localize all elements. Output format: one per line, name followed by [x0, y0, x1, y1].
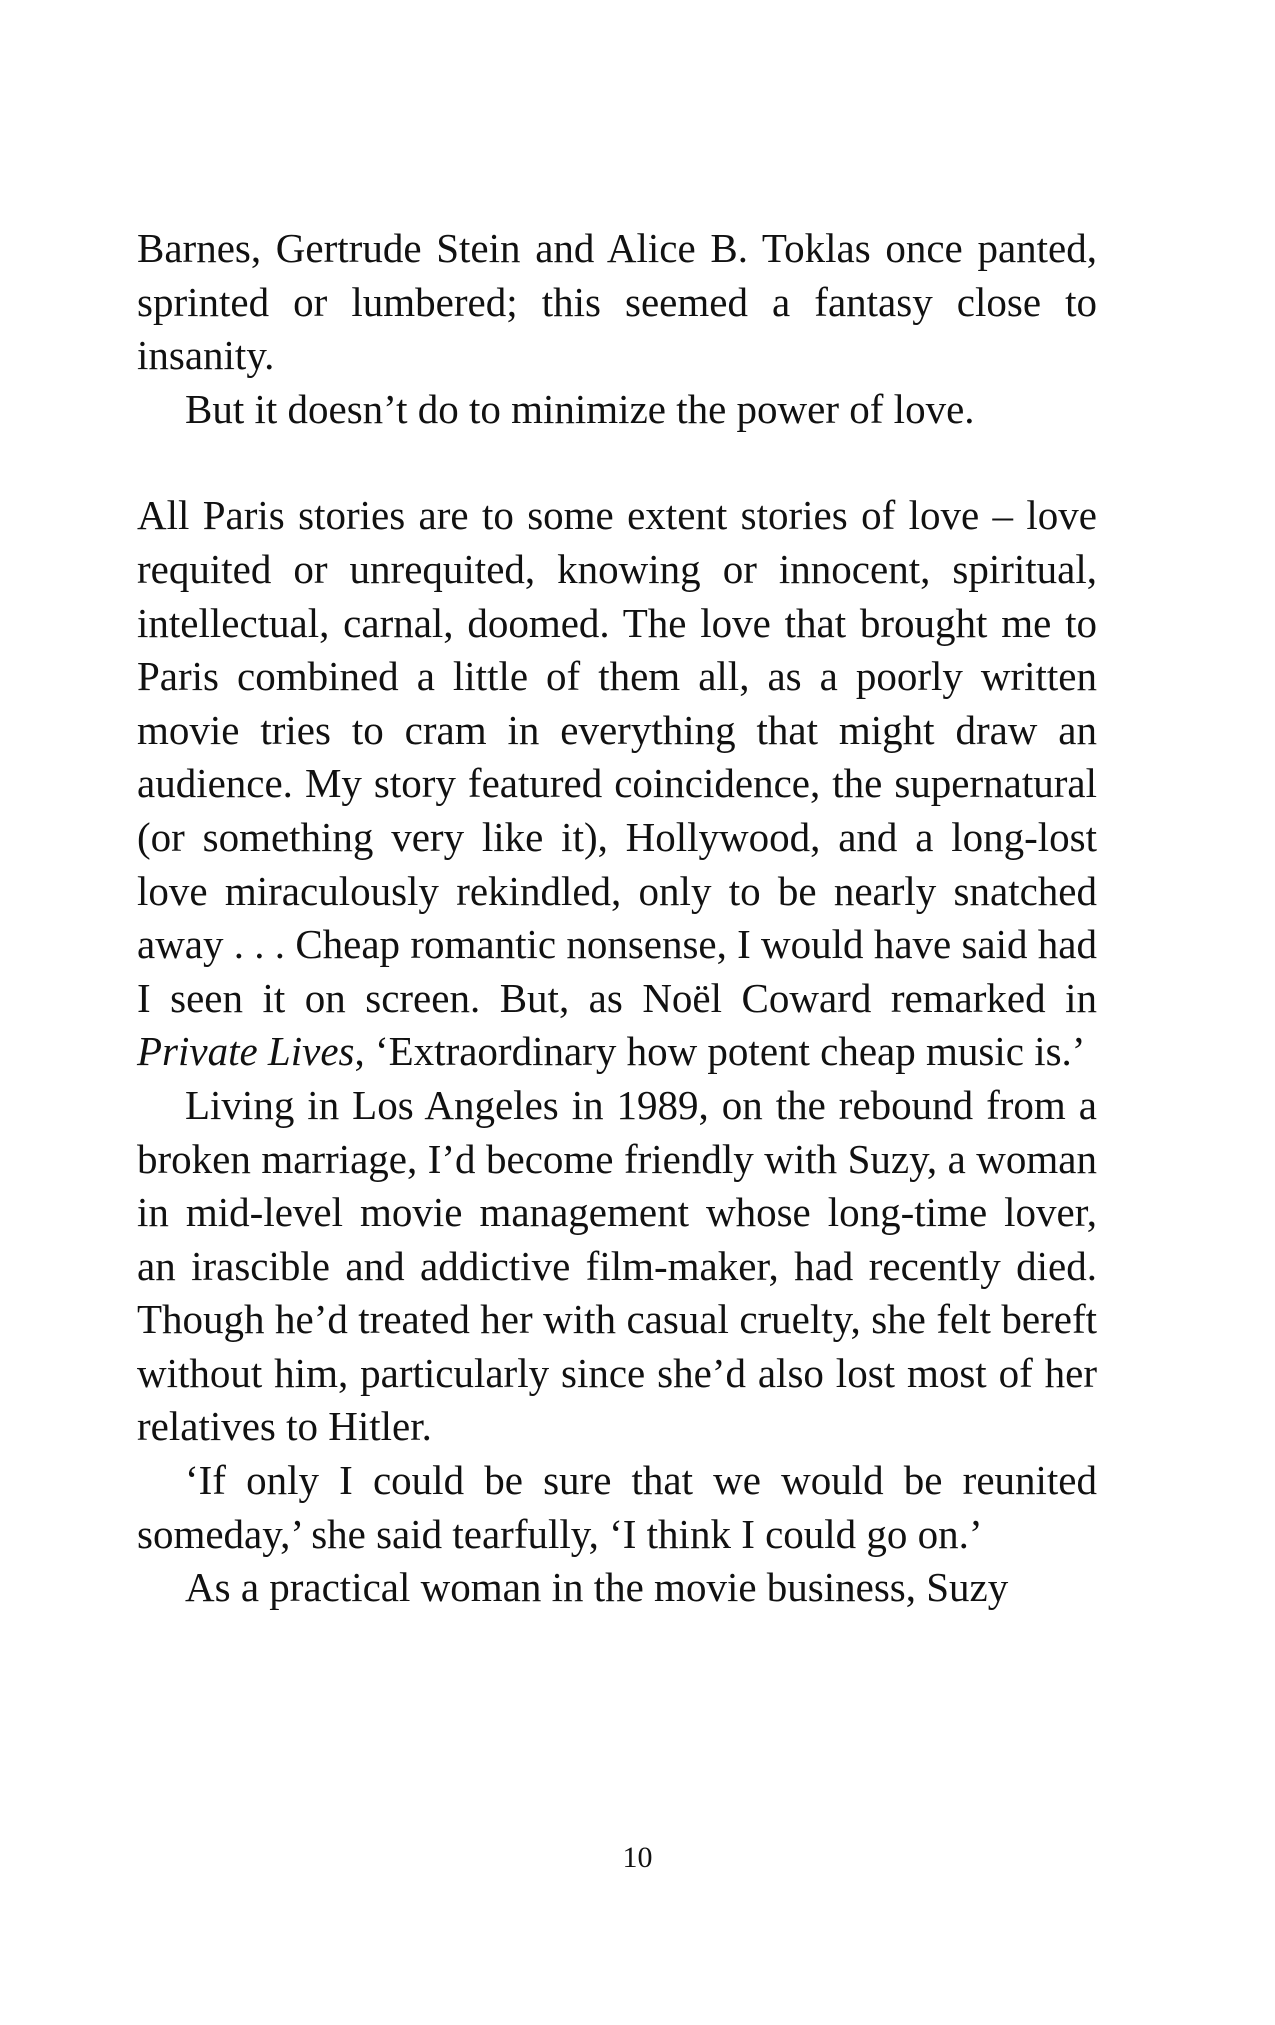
paragraph-text: All Paris stories are to some extent stories of love – love requited or unrequited, knowing or innocent, spiritual, intellectual, carnal, doomed. The love that brought me to Paris combined a little of them all, as a poorly written movie tries to cram in everything that might draw an audience. My story featured coincidence, the supernatural (or something very like it), Hollywood, and a long-lost love miraculously rekindled, only to be nearly snatched away . . . Cheap romantic nonsense, I would have said had I seen it on screen. But, as Noël Coward remarked in	[137, 492, 1097, 1021]
paragraph-practical-woman: As a practical woman in the movie business, Suzy	[185, 1564, 1009, 1611]
book-title-italic: Private Lives	[137, 1028, 355, 1075]
paragraph-power-of-love: But it doesn’t do to minimize the power of love.	[185, 385, 975, 432]
body-text	[137, 222, 1097, 1615]
section-break	[137, 436, 1097, 489]
paragraph-text: , ‘Extraordinary how potent cheap music is.’	[354, 1028, 1086, 1075]
paragraph-paris-stories	[137, 489, 1097, 1079]
page-number: 10	[622, 1841, 653, 1874]
paragraph-continuation: Barnes, Gertrude Stein and Alice B. Toklas once panted, sprinted or lumbered; this seemed a fantasy close to insanity.	[137, 225, 1097, 379]
paragraph-los-angeles: Living in Los Angeles in 1989, on the rebound from a broken marriage, I’d become friendly with Suzy, a woman in mid-level movie management whose long-time lover, an irascible and addictive film-maker, had recently died. Though he’d treated her with casual cruelty, she felt bereft without him, particularly since she’d also lost most of her relatives to Hitler.	[137, 1081, 1097, 1450]
paragraph-dialogue: ‘If only I could be sure that we would be reunited someday,’ she said tearfully, ‘I think I could go on.’	[137, 1457, 1097, 1557]
